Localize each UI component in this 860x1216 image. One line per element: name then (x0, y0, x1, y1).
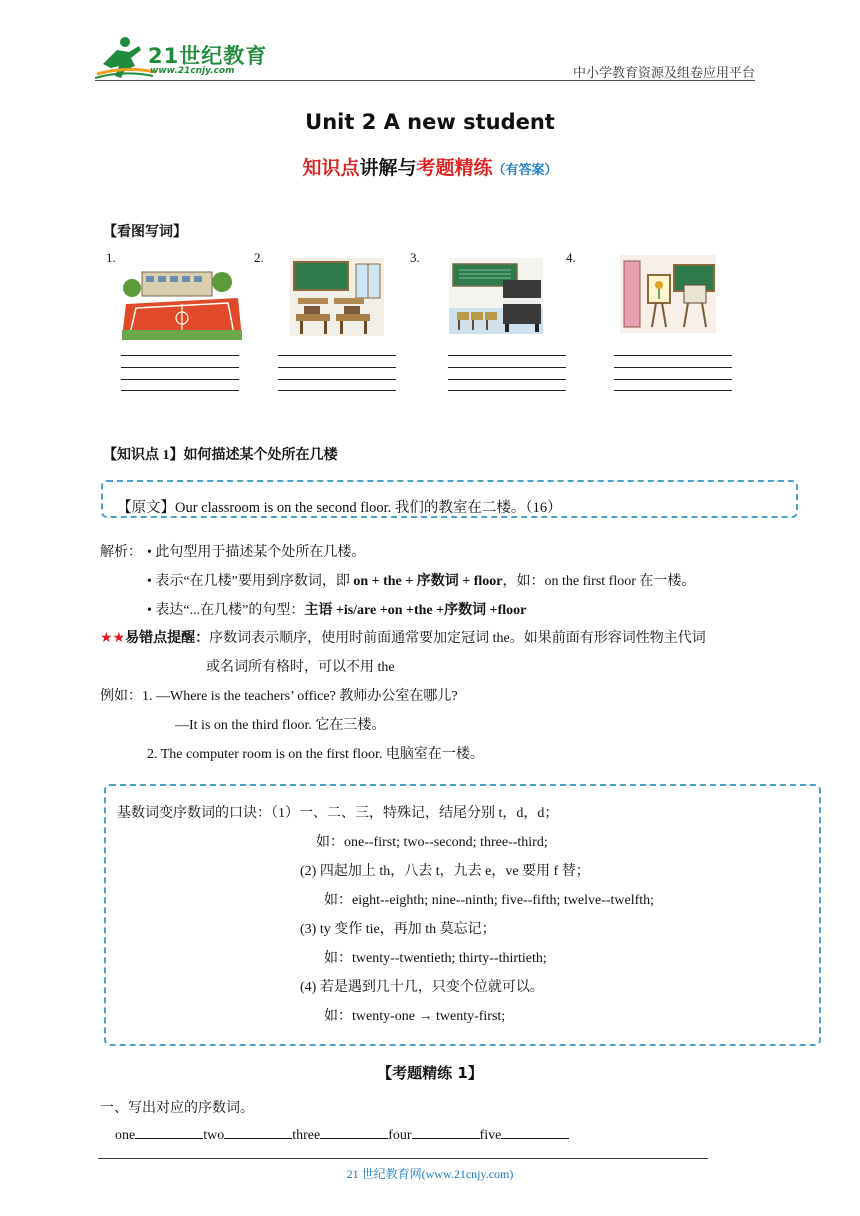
answer-blank[interactable] (412, 1126, 480, 1139)
rules-line-1: 基数词变序数词的口诀：（1）一、二、三，特殊记，结尾分别 t，d，d； (117, 806, 559, 821)
picture-number-1: 1. (106, 250, 116, 265)
write-line[interactable] (614, 367, 732, 368)
classroom-picture (290, 258, 384, 336)
section-head-picture-words: 【看图写词】 (103, 225, 187, 240)
rules-line-2: 如：one--first; two--second; three--third; (316, 835, 548, 850)
header-platform-text: 中小学教育资源及组卷应用平台 (572, 65, 755, 80)
picture-number-2: 2. (254, 250, 264, 265)
bullet2-text-c: ，如：on the first floor 在一楼。 (502, 574, 696, 589)
header-divider (95, 80, 755, 81)
rules-line-3: (2) 四起加上 th，八去 t，九去 e，ve 要用 f 替； (300, 864, 590, 879)
section-head-knowledge-1: 【知识点 1】如何描述某个处所在几楼 (103, 448, 338, 463)
warning-text-1: 序数词表示顺序，使用时前面通常要加定冠词 the。如果前面有形容词性物主代词 (209, 631, 706, 646)
analysis-label: 解析： (100, 545, 142, 560)
rules-line-6: 如：twenty--twentieth; thirty--thirtieth; (324, 951, 547, 966)
word-four: four (388, 1128, 412, 1143)
write-line[interactable] (448, 355, 566, 356)
word-five: five (479, 1128, 502, 1143)
subtitle-part3: 考题精练 (416, 157, 493, 179)
practice-question-1: 一、写出对应的序数词。 (100, 1101, 254, 1116)
bullet2-formula: on + the + 序数词 + floor (353, 574, 503, 589)
write-line[interactable] (121, 390, 239, 391)
write-line[interactable] (278, 390, 396, 391)
analysis-bullet-3 (147, 599, 526, 619)
word-three: three (292, 1128, 321, 1143)
subtitle-note: （有答案） (492, 163, 558, 178)
footer-text: 21 世纪教育网(www.21cnjy.com) (346, 1167, 514, 1181)
subtitle-part1: 知识点 (302, 157, 360, 179)
rules-line-8: 如：twenty-one → twenty-first; (324, 1009, 506, 1024)
answer-blank[interactable] (320, 1126, 388, 1139)
ordinal-fill-row (115, 1126, 569, 1144)
playground-picture (122, 268, 242, 340)
example-1-answer: —It is on the third floor. 它在三楼。 (175, 718, 386, 733)
page-title: Unit 2 A new student (305, 110, 555, 134)
write-line[interactable] (614, 379, 732, 380)
word-one: one (115, 1128, 136, 1143)
analysis-bullet-1: • 此句型用于描述某个处所在几楼。 (147, 545, 366, 560)
rules-line-4: 如：eight--eighth; nine--ninth; five--fifth; twelve--twelfth; (324, 893, 655, 908)
write-line[interactable] (278, 355, 396, 356)
write-line[interactable] (278, 379, 396, 380)
original-text: 【原文】Our classroom is on the second floor. 我们的教室在二楼。（16） (117, 500, 562, 516)
example-2: 2. The computer room is on the first floor. 电脑室在一楼。 (147, 747, 484, 762)
warning-line-1 (100, 627, 706, 647)
warning-label: 易错点提醒： (125, 631, 210, 646)
write-line[interactable] (121, 355, 239, 356)
write-line[interactable] (121, 379, 239, 380)
word-two: two (203, 1128, 225, 1143)
picture-number-3: 3. (410, 250, 420, 265)
write-line[interactable] (448, 390, 566, 391)
rules-line-7: (4) 若是遇到几十几，只变个位就可以。 (300, 980, 544, 995)
footer-divider (98, 1158, 708, 1159)
page-subtitle (0, 153, 860, 180)
write-line[interactable] (614, 390, 732, 391)
music-room-picture (449, 258, 543, 334)
write-line[interactable] (614, 355, 732, 356)
answer-blank[interactable] (224, 1126, 292, 1139)
example-1-question: 例如：1. —Where is the teachers’ office? 教师办公室在哪儿? (100, 689, 458, 704)
answer-blank[interactable] (135, 1126, 203, 1139)
subtitle-part2: 讲解与 (359, 157, 417, 179)
rules-line-5: (3) ty 变作 tie，再加 th 莫忘记； (300, 922, 496, 937)
bullet3-text-a: • 表达“...在几楼”的句型： (147, 603, 305, 618)
write-line[interactable] (448, 379, 566, 380)
warning-text-2: 或名词所有格时，可以不用 the (206, 660, 395, 675)
art-room-picture (620, 255, 716, 333)
section-head-practice-1: 【考题精练 1】 (377, 1064, 483, 1082)
write-line[interactable] (121, 367, 239, 368)
analysis-bullet-2 (147, 570, 695, 590)
picture-number-4: 4. (566, 250, 576, 265)
write-line[interactable] (448, 367, 566, 368)
answer-blank[interactable] (501, 1126, 569, 1139)
bullet3-formula: 主语 +is/are +on +the +序数词 +floor (304, 603, 527, 618)
bullet2-text-a: • 表示“在几楼”要用到序数词，即 (147, 574, 354, 589)
logo-url: www.21cnjy.com (150, 66, 235, 76)
logo-text: 21世纪教育 (148, 44, 268, 68)
write-line[interactable] (278, 367, 396, 368)
star-icon: ★★ (100, 631, 126, 646)
